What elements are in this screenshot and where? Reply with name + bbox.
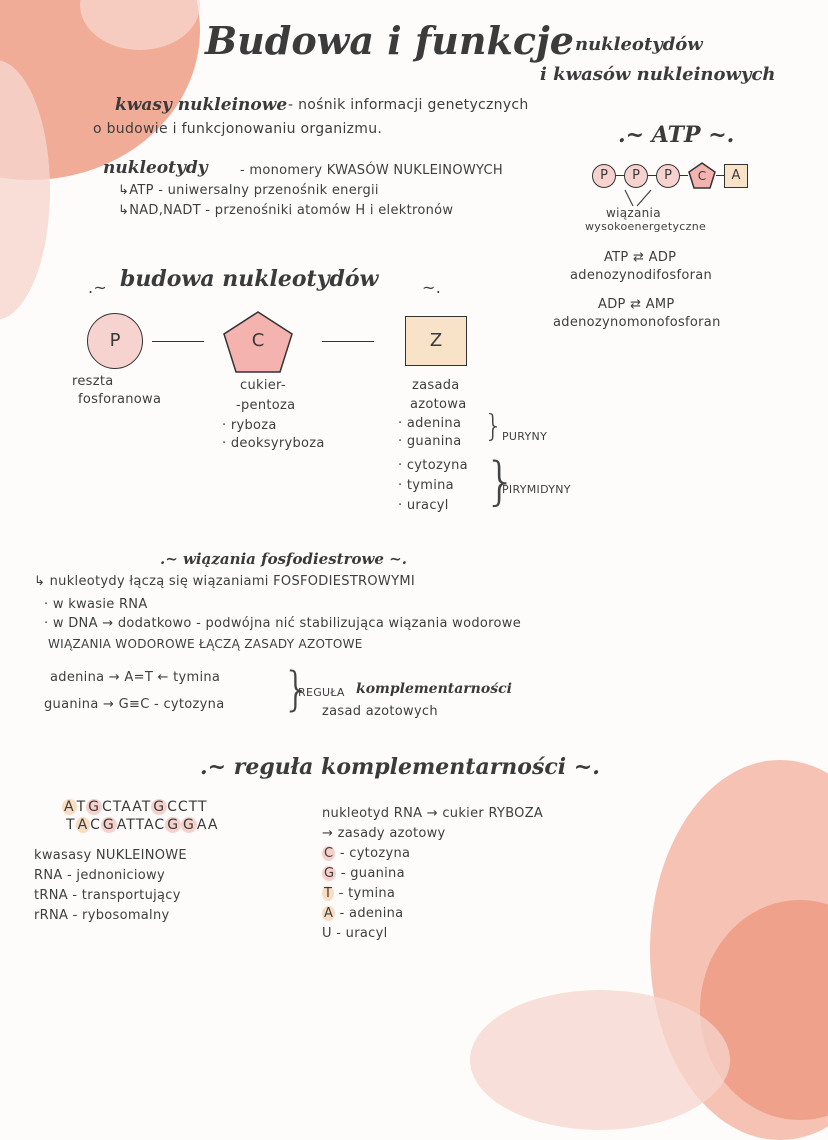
atp-equation-2: ADP ⇄ AMP [598, 297, 675, 312]
seq2-base: A [144, 817, 155, 833]
intro-text-1: - nośnik informacji genetycznych [288, 97, 529, 113]
seq1-base: T [141, 799, 152, 815]
atp-link-2 [648, 175, 656, 176]
base-name-u: - uracyl [331, 926, 388, 941]
base-name-g: - guanina [336, 866, 405, 881]
seq2-base: T [135, 817, 145, 833]
atp-link-3 [680, 175, 688, 176]
rna-base-uracil [322, 926, 388, 941]
base-label-1: zasada [412, 378, 460, 393]
rna-base-guanine [322, 866, 405, 881]
base-item-uracil: · uracyl [398, 498, 449, 513]
seq2-base: T [126, 817, 136, 833]
sugar-label-1: cukier- [240, 378, 286, 393]
sugar-item-deoxyribose: · deoksyryboza [222, 436, 325, 451]
atp-name-1: adenozynodifosforan [570, 268, 713, 283]
atp-phosphate-1: P [592, 164, 616, 188]
page-subtitle-line2: i kwasów nukleinowych [540, 64, 776, 85]
rule-prefix: REGUŁA [298, 686, 345, 699]
decorative-blob-bottom-pale [470, 990, 730, 1130]
base-letter-a: A [324, 906, 334, 921]
intro-term: kwasy nukleinowe [115, 95, 288, 115]
seq1-base: C [177, 799, 189, 815]
base-item-guanine: · guanina [398, 434, 462, 449]
atp-ribose-letter: C [697, 169, 707, 183]
atp-bond-label-2: wysokoenergetyczne [585, 220, 707, 233]
seq1-base: T [188, 799, 199, 815]
phosphate-label-1: reszta [72, 374, 114, 389]
base-item-adenine: · adenina [398, 416, 462, 431]
nucleotides-item-nad: ↳NAD,NADT - przenośniki atomów H i elektronów [118, 203, 454, 218]
atp-heading: .~ ATP ~. [618, 122, 735, 148]
base-letter-g: G [324, 866, 335, 881]
nucleic-acid-type-0: kwasasy NUKLEINOWE [34, 848, 187, 863]
sugar-label-2: -pentoza [236, 398, 296, 413]
rna-line-2: → zasady azotowy [322, 826, 446, 841]
nucleic-acid-type-1: RNA - jednoniciowy [34, 868, 165, 883]
base-letter-u: U [322, 926, 332, 941]
seq2-base: G [167, 817, 180, 833]
bonds-line-1: ↳ nukleotydy łączą się wiązaniami FOSFODIESTROWYMI [34, 574, 415, 589]
seq1-base: T [76, 799, 87, 815]
bonds-line-3: · w DNA → dodatkowo - podwójna nić stabilizująca wiązania wodorowe [44, 616, 522, 631]
structure-heading-right-deco: ~. [422, 278, 442, 297]
atp-link-1 [616, 175, 624, 176]
seq1-base: A [121, 799, 133, 815]
seq2-base: G [183, 817, 195, 833]
seq2-base: A [196, 817, 208, 833]
base-item-cytosine: · cytozyna [398, 458, 468, 473]
base-label-2: azotowa [410, 397, 467, 412]
complementarity-heading: .~ reguła komplementarności ~. [200, 754, 600, 780]
base-letter-c: C [324, 846, 334, 861]
seq2-base: A [207, 817, 219, 833]
structure-heading-left-deco: .~ [88, 278, 108, 297]
bonds-line-2: · w kwasie RNA [44, 597, 148, 612]
pairs-brace: } [282, 662, 312, 716]
atp-phosphate-3: P [656, 164, 680, 188]
nucleic-acid-type-3: rRNA - rybosomalny [34, 908, 170, 923]
base-pair-gc: guanina → G≡C - cytozyna [44, 697, 225, 712]
phosphate-label-2: fosforanowa [78, 392, 162, 407]
seq1-base: C [102, 799, 113, 815]
base-name-t: - tymina [334, 886, 396, 901]
base-letter-t: T [324, 886, 333, 901]
sugar-item-ribose: · ryboza [222, 418, 277, 433]
atp-bond-arrows [615, 186, 665, 208]
base-name-a: - adenina [335, 906, 404, 921]
base-item-thymine: · tymina [398, 478, 454, 493]
rna-base-thymine [322, 886, 395, 901]
nucleotides-item-atp: ↳ATP - uniwersalny przenośnik energii [118, 183, 379, 198]
seq2-base: T [66, 817, 76, 833]
base-square: Z [405, 316, 467, 366]
purines-brace: } [484, 409, 504, 444]
pyrimidines-label: PIRYMIDYNY [502, 483, 571, 496]
seq1-base: G [88, 799, 100, 815]
seq2-base: G [102, 817, 115, 833]
seq1-base: A [64, 799, 75, 815]
seq1-base: G [153, 799, 166, 815]
seq2-base: C [90, 817, 101, 833]
dna-strand-2 [66, 817, 218, 833]
structure-heading: budowa nukleotydów [120, 266, 379, 292]
atp-name-2: adenozynomonofosforan [553, 315, 721, 330]
seq2-base: C [154, 817, 166, 833]
rna-base-adenine [322, 906, 403, 921]
bonds-line-4: WIĄZANIA WODOROWE ŁĄCZĄ ZASADY AZOTOWE [48, 637, 363, 651]
seq1-base: T [198, 799, 208, 815]
connector-c-z [322, 341, 374, 342]
phosphate-circle: P [87, 313, 143, 369]
sugar-letter: C [251, 330, 265, 351]
rna-line-1: nukleotyd RNA → cukier RYBOZA [322, 806, 544, 821]
atp-equation-1: ATP ⇄ ADP [604, 250, 677, 265]
rule-bold: komplementarności [356, 681, 512, 697]
bonds-heading: .~ wiązania fosfodiestrowe ~. [160, 550, 407, 568]
connector-p-c [152, 341, 204, 342]
pyrimidines-brace: } [484, 452, 518, 512]
seq1-base: C [167, 799, 178, 815]
seq2-base: A [116, 817, 127, 833]
seq1-base: T [112, 799, 122, 815]
nucleotides-term: nukleotydy [103, 158, 208, 178]
nucleotides-definition: - monomery KWASÓW NUKLEINOWYCH [240, 163, 503, 178]
page-title: Budowa i funkcje [205, 18, 574, 63]
atp-link-4 [716, 175, 724, 176]
atp-bond-label-1: wiązania [606, 206, 661, 220]
nucleic-acid-type-2: tRNA - transportujący [34, 888, 181, 903]
seq1-base: A [132, 799, 142, 815]
rna-base-cytosine [322, 846, 410, 861]
purines-label: PURYNY [502, 430, 548, 443]
rule-sub: zasad azotowych [322, 704, 438, 719]
dna-strand-1 [62, 799, 208, 815]
seq2-base: A [77, 817, 89, 833]
page-subtitle-line1: nukleotydów [575, 34, 703, 55]
base-name-c: - cytozyna [335, 846, 411, 861]
atp-phosphate-2: P [624, 164, 648, 188]
intro-text-2: o budowie i funkcjonowaniu organizmu. [93, 121, 383, 137]
atp-adenine-box: A [724, 164, 748, 188]
base-pair-at: adenina → A=T ← tymina [50, 670, 221, 685]
